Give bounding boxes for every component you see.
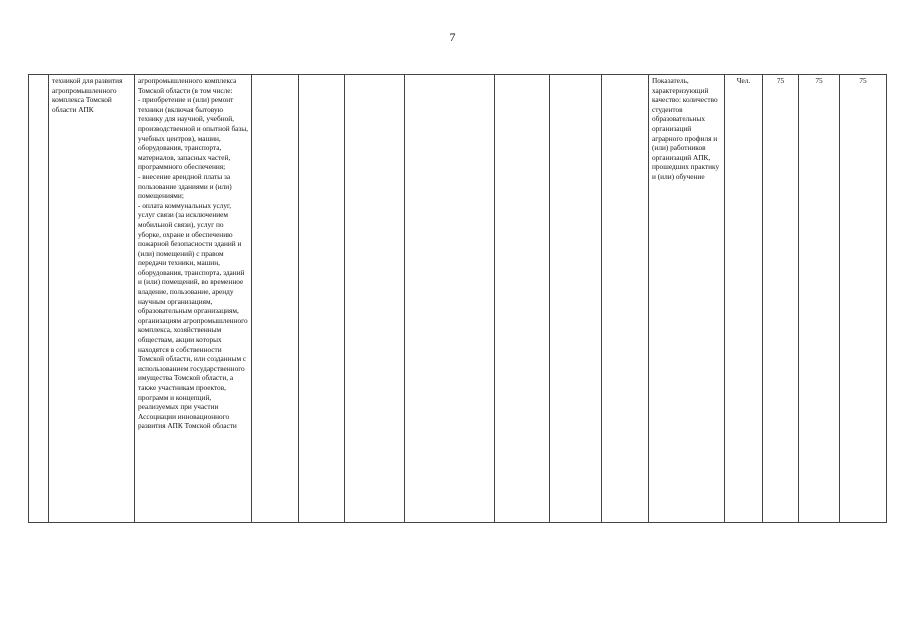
cell-number <box>29 75 49 523</box>
cell-empty-6 <box>550 75 602 523</box>
cell-value-3: 75 <box>840 75 887 523</box>
cell-empty-7 <box>602 75 649 523</box>
cell-empty-3 <box>345 75 405 523</box>
cell-empty-1 <box>252 75 299 523</box>
cell-empty-4 <box>405 75 495 523</box>
cell-event-name: техникой для развития агропромышленного комплекса Томской области АПК <box>49 75 135 523</box>
cell-empty-5 <box>495 75 550 523</box>
page-number: 7 <box>449 30 456 44</box>
cell-value-1: 75 <box>763 75 799 523</box>
cell-indicator: Показатель, характеризующий качество: количество студентов образовательных организаций аграрного профиля и (или) работников организаций АПК, прошедших практику и (или) обучение <box>649 75 725 523</box>
cell-value-2: 75 <box>799 75 840 523</box>
cell-event-description: агропромышленного комплекса Томской области (в том числе: - приобретение и (или) ремонт техники (включая бытовую технику для научной, учебной, производственной и опытной базы, учебных центров), машин, оборудования, транспорта, материалов, запасных частей, программного обеспечения; - внесение арендной платы за пользование зданиями и (или) помещениями; - оплата коммунальных услуг, услуг связи (за исключением мобильной связи), услуг по уборке, охране и обеспечению пожарной безопасности зданий и (или) помещений) с правом передачи техники, машин, оборудования, транспорта, зданий и (или) помещений, во временное владение, пользование, аренду научным организациям, образовательным организациям, организациям агропромышленного комплекса, хозяйственным обществам, акции которых находятся в собственности Томской области, или созданным с использованием государственного имущества Томской области, а также участникам проектов, программ и концепций, реализуемых при участии Ассоциации инновационного развития АПК Томской области <box>135 75 252 523</box>
table-row <box>29 75 887 523</box>
cell-empty-2 <box>299 75 345 523</box>
program-table <box>28 74 887 523</box>
cell-unit: Чел. <box>725 75 763 523</box>
